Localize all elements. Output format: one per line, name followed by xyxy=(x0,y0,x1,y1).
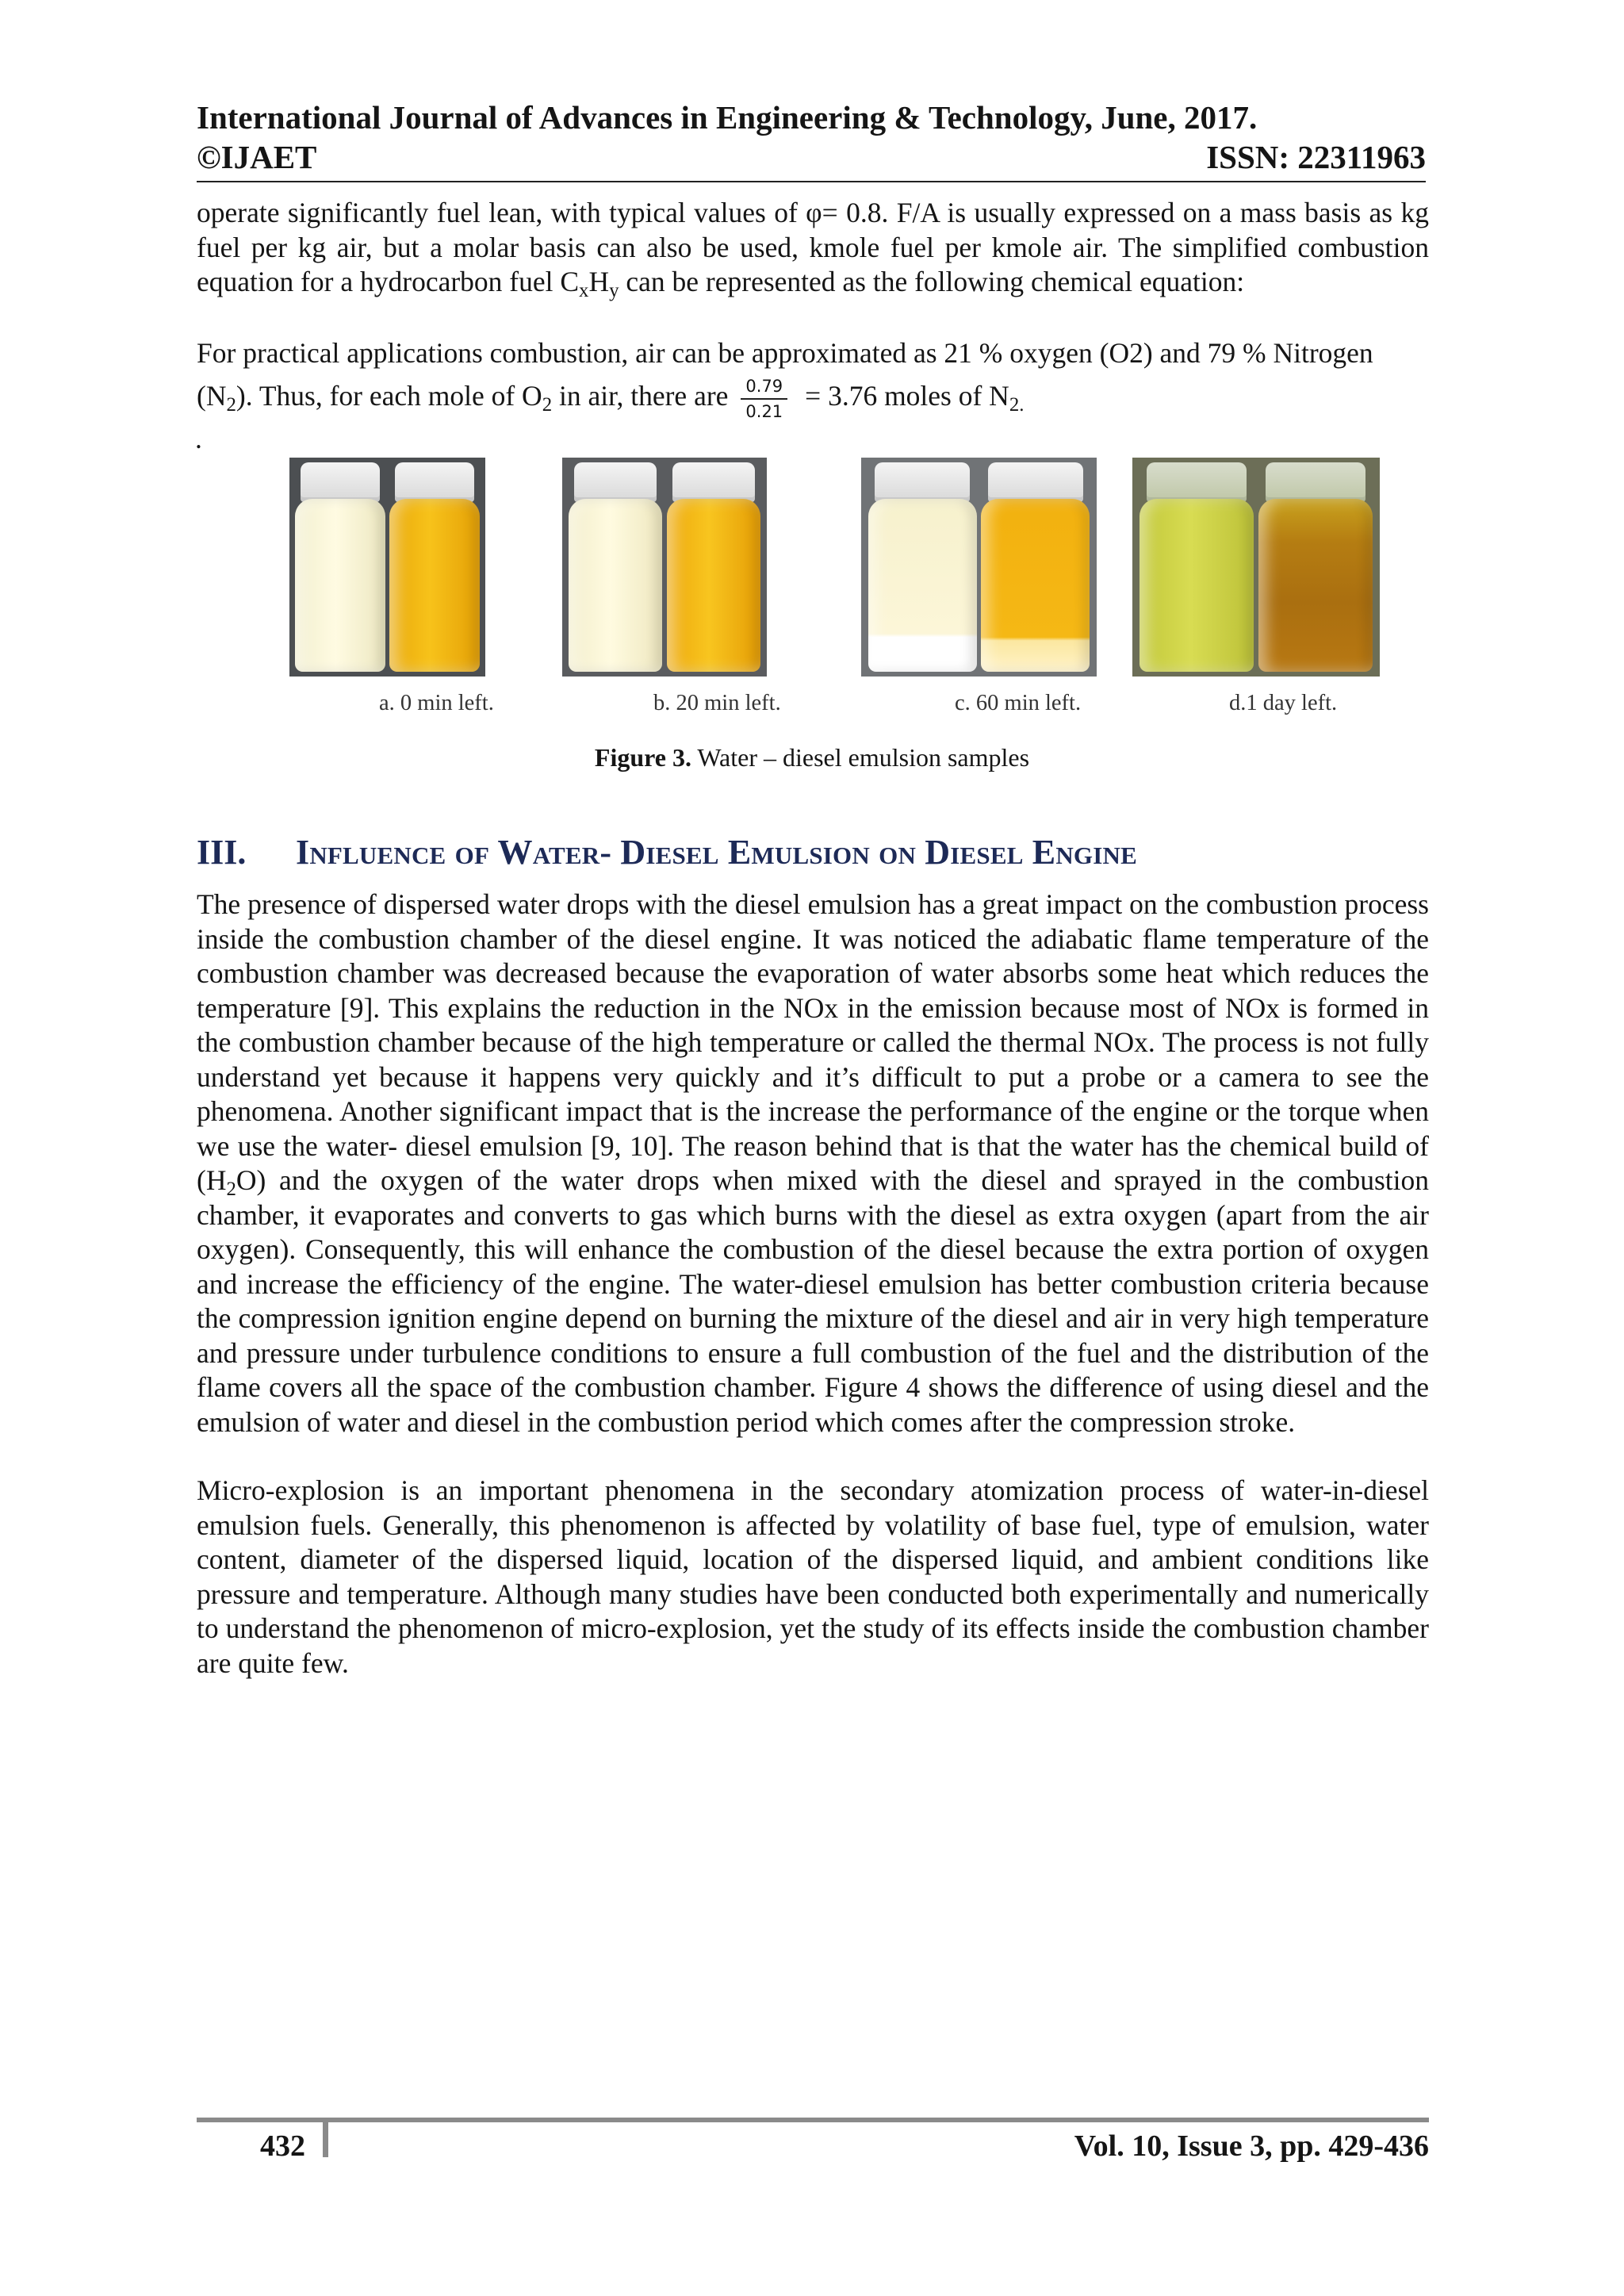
practical-seg-3: in air, there are xyxy=(552,380,729,412)
jar-icon xyxy=(1258,462,1373,672)
jar-icon xyxy=(981,462,1090,672)
figure-caption xyxy=(0,742,1624,772)
intro-paragraph xyxy=(197,196,1429,300)
section-number: III. xyxy=(197,833,247,872)
figure-caption-label: Figure 3. xyxy=(594,743,691,772)
volume-info: Vol. 10, Issue 3, pp. 429-436 xyxy=(1074,2129,1429,2163)
header-line-2 xyxy=(197,138,1426,176)
header-rule xyxy=(197,181,1426,182)
sample-photo-a xyxy=(289,458,485,677)
jar-icon xyxy=(569,462,663,672)
jar-icon xyxy=(667,462,761,672)
subscript-n2: 2 xyxy=(226,394,236,416)
sample-photo-d xyxy=(1132,458,1380,677)
figure-caption-text: Water – diesel emulsion samples xyxy=(691,743,1030,772)
sample-photo-c xyxy=(861,458,1097,677)
sample-photo-b xyxy=(562,458,767,677)
practical-line-1: For practical applications combustion, air can be approximated as 21 % oxygen (O2) and 79 % Nitrogen xyxy=(197,337,1373,369)
issn: ISSN: 22311963 xyxy=(1206,139,1426,175)
practical-seg-1: (N xyxy=(197,380,227,412)
subscript-o2: 2 xyxy=(542,394,553,416)
fraction-denominator: 0.21 xyxy=(745,402,783,421)
footer-divider xyxy=(323,2122,328,2157)
intro-text-1: operate significantly fuel lean, with typical values of φ= 0.8. F/A is usually expressed on a mass basis as kg fuel per kg air, but a molar basis can also be used, kmole fuel per kmole air. The simplified combustion equation for a hydrocarbon fuel C xyxy=(197,197,1429,297)
page-number: 432 xyxy=(260,2129,305,2163)
practical-seg-4: = 3.76 moles of N xyxy=(805,380,1009,412)
influence-text-2: O) and the oxygen of the water drops when mixed with the diesel and sprayed in the combustion chamber, it evaporates and converts to gas which burns with the diesel as extra oxygen (apart from the air oxygen). Consequently, this will enhance the combustion of the diesel because the extra portion of oxygen and increase the efficiency of the engine. The water-diesel emulsion has better combustion criteria because the compression ignition engine depend on burning the mixture of the diesel and air in very high temperature and pressure under turbulence conditions to ensure a full combustion of the fuel and the distribution of the flame covers all the space of the combustion chamber. Figure 4 shows the difference of using diesel and the emulsion of water and diesel in the combustion period which comes after the compression stroke. xyxy=(197,1164,1429,1438)
figure-label-a: a. 0 min left. xyxy=(379,691,494,715)
footer-rule xyxy=(197,2118,1429,2122)
subscript-x: x xyxy=(579,279,589,301)
intro-text-2: H xyxy=(588,266,610,297)
stray-dot: . xyxy=(195,423,202,454)
practical-seg-2: ). Thus, for each mole of O xyxy=(236,380,542,412)
publisher-mark: ©IJAET xyxy=(197,139,317,175)
jar-icon xyxy=(868,462,977,672)
intro-text-3: can be represented as the following chemical equation: xyxy=(619,266,1245,297)
figure-label-c: c. 60 min left. xyxy=(955,691,1082,715)
fraction xyxy=(741,377,787,421)
influence-paragraph xyxy=(197,887,1429,1439)
journal-title: International Journal of Advances in Engineering & Technology, June, 2017. xyxy=(197,99,1258,136)
subscript-n2-end: 2. xyxy=(1009,394,1025,416)
subscript-y: y xyxy=(609,279,619,301)
figure-label-b: b. 20 min left. xyxy=(653,691,781,715)
subscript-h2: 2 xyxy=(226,1178,236,1200)
fraction-numerator: 0.79 xyxy=(741,377,787,400)
influence-text-1: The presence of dispersed water drops with the diesel emulsion has a great impact on the combustion process inside the combustion chamber of the diesel engine. It was noticed the adiabatic flame temperature of the combustion chamber was decreased because the evaporation of water absorbs some heat which reduces the temperature [9]. This explains the reduction in the NOx in the emission because most of NOx is formed in the combustion chamber because of the high temperature or called the thermal NOx. The process is not fully understand yet because it happens very quickly and it’s difficult to put a probe or a camera to see the phenomena. Another significant impact that is the increase the performance of the engine or the torque when we use the water- diesel emulsion [9, 10]. The reason behind that is that the water has the chemical build of (H xyxy=(197,888,1429,1196)
jar-icon xyxy=(389,462,480,672)
figure-label-d: d.1 day left. xyxy=(1229,691,1338,715)
section-title: Influence of Water- Diesel Emulsion on Diesel Engine xyxy=(296,833,1137,872)
practical-line-2 xyxy=(197,377,1429,421)
jar-icon xyxy=(295,462,385,672)
micro-explosion-paragraph: Micro-explosion is an important phenomena in the secondary atomization process of water-in-diesel emulsion fuels. Generally, this phenomenon is affected by volatility of base fuel, type of emulsion, water content, diameter of the dispersed liquid, location of the dispersed liquid, and ambient conditions like pressure and temperature. Although many studies have been conducted both experimentally and numerically to understand the phenomenon of micro-explosion, yet the study of its effects inside the combustion chamber are quite few. xyxy=(197,1474,1429,1679)
jar-icon xyxy=(1139,462,1254,672)
